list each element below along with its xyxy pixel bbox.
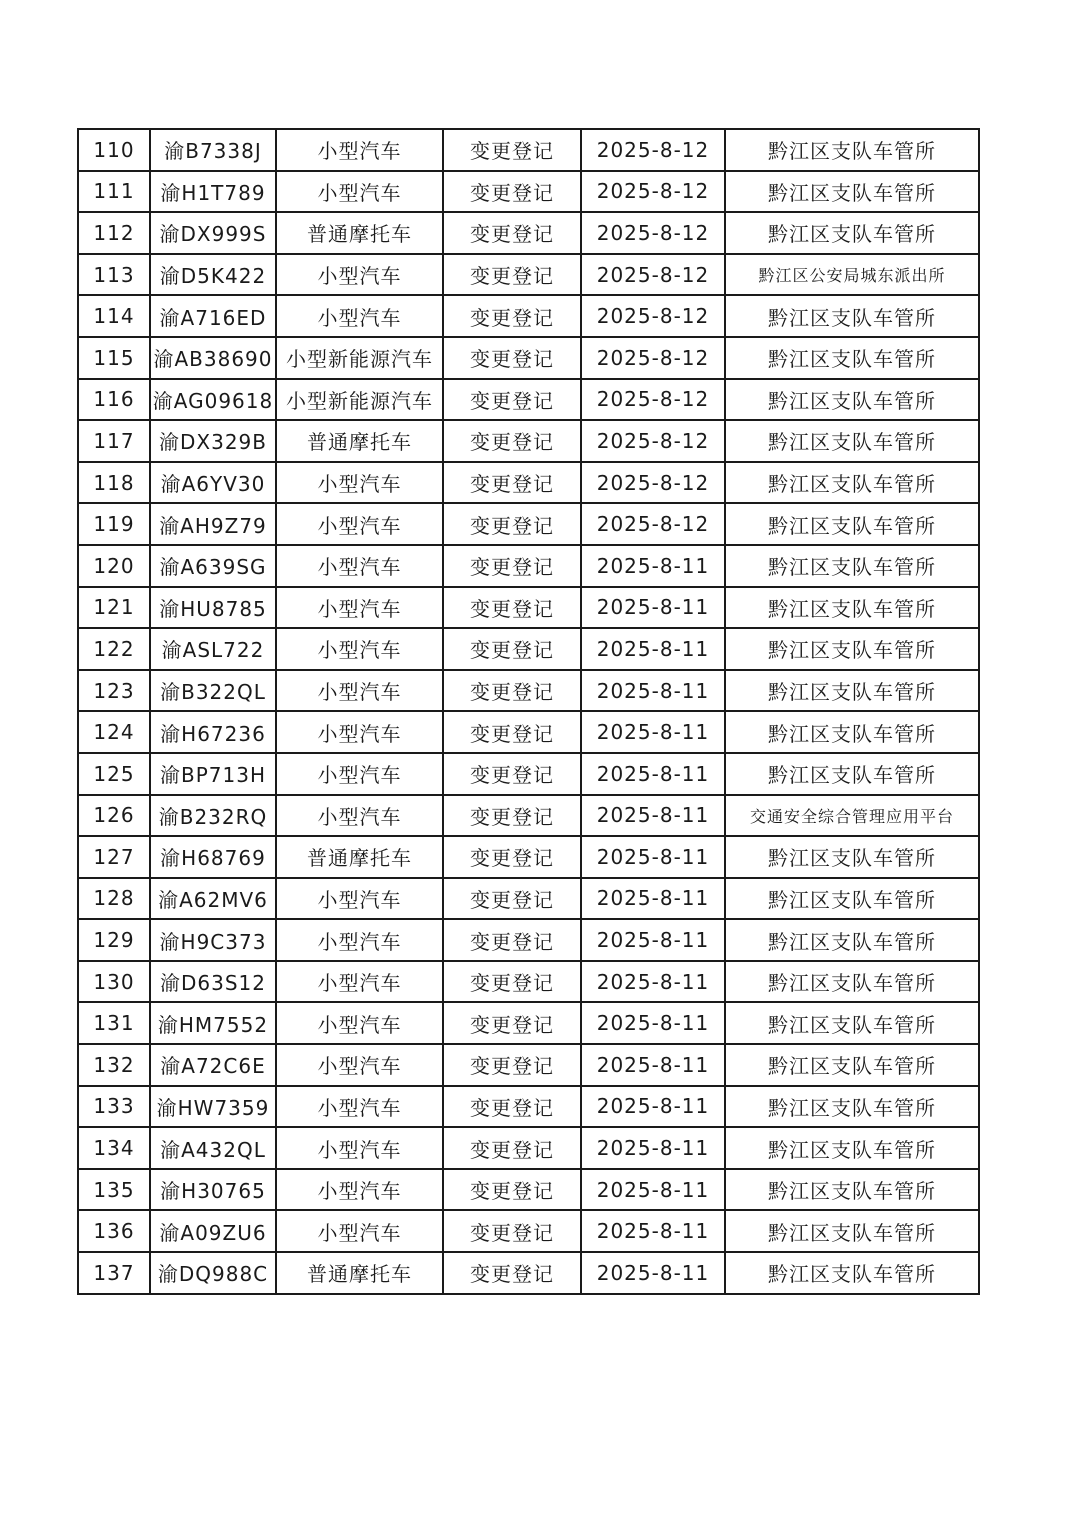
office-cell: 黔江区支队车管所 <box>725 836 979 878</box>
date-cell: 2025-8-11 <box>581 753 725 795</box>
date-cell: 2025-8-11 <box>581 878 725 920</box>
plate-number-cell: 渝DX329B <box>150 420 276 462</box>
business-type-cell: 变更登记 <box>443 1169 581 1211</box>
row-number-cell: 112 <box>78 212 150 254</box>
office-cell: 黔江区支队车管所 <box>725 1044 979 1086</box>
row-number-cell: 126 <box>78 795 150 837</box>
table-row <box>78 1044 979 1086</box>
vehicle-type-cell: 小型汽车 <box>276 254 443 296</box>
office-cell: 黔江区支队车管所 <box>725 1210 979 1252</box>
plate-number-cell: 渝HW7359 <box>150 1086 276 1128</box>
plate-number-cell: 渝HM7552 <box>150 1002 276 1044</box>
row-number-cell: 137 <box>78 1252 150 1294</box>
table-row <box>78 878 979 920</box>
date-cell: 2025-8-11 <box>581 1086 725 1128</box>
office-cell: 黔江区支队车管所 <box>725 587 979 629</box>
business-type-cell: 变更登记 <box>443 1086 581 1128</box>
business-type-cell: 变更登记 <box>443 1002 581 1044</box>
date-cell: 2025-8-11 <box>581 670 725 712</box>
vehicle-type-cell: 小型汽车 <box>276 1044 443 1086</box>
plate-number-cell: 渝ASL722 <box>150 628 276 670</box>
date-cell: 2025-8-11 <box>581 1169 725 1211</box>
row-number-cell: 119 <box>78 503 150 545</box>
vehicle-type-cell: 小型新能源汽车 <box>276 379 443 421</box>
office-cell: 黔江区支队车管所 <box>725 1252 979 1294</box>
vehicle-type-cell: 小型汽车 <box>276 545 443 587</box>
business-type-cell: 变更登记 <box>443 212 581 254</box>
date-cell: 2025-8-11 <box>581 587 725 629</box>
date-cell: 2025-8-12 <box>581 212 725 254</box>
business-type-cell: 变更登记 <box>443 420 581 462</box>
office-cell: 黔江区支队车管所 <box>725 295 979 337</box>
row-number-cell: 129 <box>78 919 150 961</box>
vehicle-type-cell: 小型汽车 <box>276 1086 443 1128</box>
vehicle-type-cell: 普通摩托车 <box>276 420 443 462</box>
date-cell: 2025-8-12 <box>581 379 725 421</box>
business-type-cell: 变更登记 <box>443 587 581 629</box>
plate-number-cell: 渝D63S12 <box>150 961 276 1003</box>
vehicle-type-cell: 小型汽车 <box>276 1002 443 1044</box>
office-cell: 黔江区支队车管所 <box>725 628 979 670</box>
plate-number-cell: 渝H67236 <box>150 711 276 753</box>
vehicle-type-cell: 小型汽车 <box>276 129 443 171</box>
row-number-cell: 121 <box>78 587 150 629</box>
row-number-cell: 127 <box>78 836 150 878</box>
office-cell: 黔江区支队车管所 <box>725 212 979 254</box>
office-cell: 黔江区公安局城东派出所 <box>725 254 979 296</box>
office-cell: 黔江区支队车管所 <box>725 503 979 545</box>
plate-number-cell: 渝H1T789 <box>150 171 276 213</box>
row-number-cell: 111 <box>78 171 150 213</box>
office-cell: 黔江区支队车管所 <box>725 1127 979 1169</box>
vehicle-type-cell: 小型汽车 <box>276 503 443 545</box>
table-row <box>78 295 979 337</box>
business-type-cell: 变更登记 <box>443 503 581 545</box>
business-type-cell: 变更登记 <box>443 795 581 837</box>
business-type-cell: 变更登记 <box>443 1044 581 1086</box>
business-type-cell: 变更登记 <box>443 670 581 712</box>
date-cell: 2025-8-11 <box>581 836 725 878</box>
office-cell: 黔江区支队车管所 <box>725 711 979 753</box>
business-type-cell: 变更登记 <box>443 545 581 587</box>
table-row <box>78 1169 979 1211</box>
business-type-cell: 变更登记 <box>443 878 581 920</box>
vehicle-type-cell: 小型新能源汽车 <box>276 337 443 379</box>
date-cell: 2025-8-12 <box>581 420 725 462</box>
plate-number-cell: 渝DQ988C <box>150 1252 276 1294</box>
office-cell: 黔江区支队车管所 <box>725 878 979 920</box>
plate-number-cell: 渝BP713H <box>150 753 276 795</box>
table-row <box>78 379 979 421</box>
row-number-cell: 113 <box>78 254 150 296</box>
office-cell: 黔江区支队车管所 <box>725 171 979 213</box>
date-cell: 2025-8-11 <box>581 1002 725 1044</box>
row-number-cell: 123 <box>78 670 150 712</box>
table-row <box>78 628 979 670</box>
vehicle-type-cell: 小型汽车 <box>276 587 443 629</box>
table-row <box>78 587 979 629</box>
office-cell: 黔江区支队车管所 <box>725 919 979 961</box>
table-row <box>78 129 979 171</box>
row-number-cell: 115 <box>78 337 150 379</box>
business-type-cell: 变更登记 <box>443 836 581 878</box>
table-row <box>78 171 979 213</box>
office-cell: 黔江区支队车管所 <box>725 753 979 795</box>
table-row <box>78 1252 979 1294</box>
row-number-cell: 118 <box>78 462 150 504</box>
row-number-cell: 133 <box>78 1086 150 1128</box>
office-cell: 黔江区支队车管所 <box>725 337 979 379</box>
table-row <box>78 1002 979 1044</box>
plate-number-cell: 渝A09ZU6 <box>150 1210 276 1252</box>
plate-number-cell: 渝DX999S <box>150 212 276 254</box>
plate-number-cell: 渝B322QL <box>150 670 276 712</box>
office-cell: 交通安全综合管理应用平台 <box>725 795 979 837</box>
row-number-cell: 114 <box>78 295 150 337</box>
office-cell: 黔江区支队车管所 <box>725 961 979 1003</box>
office-cell: 黔江区支队车管所 <box>725 1002 979 1044</box>
business-type-cell: 变更登记 <box>443 1210 581 1252</box>
vehicle-type-cell: 小型汽车 <box>276 961 443 1003</box>
table-row <box>78 337 979 379</box>
table-row <box>78 503 979 545</box>
row-number-cell: 124 <box>78 711 150 753</box>
office-cell: 黔江区支队车管所 <box>725 1169 979 1211</box>
date-cell: 2025-8-11 <box>581 795 725 837</box>
vehicle-type-cell: 小型汽车 <box>276 1127 443 1169</box>
business-type-cell: 变更登记 <box>443 129 581 171</box>
plate-number-cell: 渝A639SG <box>150 545 276 587</box>
business-type-cell: 变更登记 <box>443 961 581 1003</box>
plate-number-cell: 渝H68769 <box>150 836 276 878</box>
table-row <box>78 961 979 1003</box>
business-type-cell: 变更登记 <box>443 919 581 961</box>
vehicle-type-cell: 小型汽车 <box>276 753 443 795</box>
row-number-cell: 120 <box>78 545 150 587</box>
office-cell: 黔江区支队车管所 <box>725 545 979 587</box>
table-row <box>78 795 979 837</box>
row-number-cell: 116 <box>78 379 150 421</box>
row-number-cell: 135 <box>78 1169 150 1211</box>
business-type-cell: 变更登记 <box>443 1127 581 1169</box>
business-type-cell: 变更登记 <box>443 254 581 296</box>
office-cell: 黔江区支队车管所 <box>725 129 979 171</box>
plate-number-cell: 渝H9C373 <box>150 919 276 961</box>
date-cell: 2025-8-12 <box>581 254 725 296</box>
plate-number-cell: 渝HU8785 <box>150 587 276 629</box>
date-cell: 2025-8-12 <box>581 295 725 337</box>
table-row <box>78 1210 979 1252</box>
plate-number-cell: 渝AG09618 <box>150 379 276 421</box>
vehicle-type-cell: 小型汽车 <box>276 628 443 670</box>
plate-number-cell: 渝A6YV30 <box>150 462 276 504</box>
date-cell: 2025-8-12 <box>581 171 725 213</box>
office-cell: 黔江区支队车管所 <box>725 420 979 462</box>
vehicle-type-cell: 小型汽车 <box>276 295 443 337</box>
vehicle-type-cell: 小型汽车 <box>276 670 443 712</box>
table-body <box>78 129 979 1294</box>
business-type-cell: 变更登记 <box>443 1252 581 1294</box>
plate-number-cell: 渝A72C6E <box>150 1044 276 1086</box>
plate-number-cell: 渝B7338J <box>150 129 276 171</box>
business-type-cell: 变更登记 <box>443 171 581 213</box>
date-cell: 2025-8-11 <box>581 1127 725 1169</box>
table-row <box>78 212 979 254</box>
table-row <box>78 254 979 296</box>
vehicle-type-cell: 小型汽车 <box>276 1210 443 1252</box>
plate-number-cell: 渝AH9Z79 <box>150 503 276 545</box>
business-type-cell: 变更登记 <box>443 753 581 795</box>
plate-number-cell: 渝H30765 <box>150 1169 276 1211</box>
plate-number-cell: 渝A716ED <box>150 295 276 337</box>
vehicle-type-cell: 普通摩托车 <box>276 212 443 254</box>
row-number-cell: 130 <box>78 961 150 1003</box>
business-type-cell: 变更登记 <box>443 711 581 753</box>
date-cell: 2025-8-11 <box>581 628 725 670</box>
plate-number-cell: 渝D5K422 <box>150 254 276 296</box>
table-row <box>78 670 979 712</box>
table-row <box>78 711 979 753</box>
date-cell: 2025-8-11 <box>581 919 725 961</box>
row-number-cell: 122 <box>78 628 150 670</box>
row-number-cell: 134 <box>78 1127 150 1169</box>
date-cell: 2025-8-11 <box>581 961 725 1003</box>
table-row <box>78 545 979 587</box>
date-cell: 2025-8-12 <box>581 462 725 504</box>
row-number-cell: 125 <box>78 753 150 795</box>
table-row <box>78 836 979 878</box>
date-cell: 2025-8-11 <box>581 545 725 587</box>
business-type-cell: 变更登记 <box>443 337 581 379</box>
date-cell: 2025-8-12 <box>581 129 725 171</box>
table-row <box>78 753 979 795</box>
vehicle-registration-table <box>77 128 980 1295</box>
table-row <box>78 1086 979 1128</box>
office-cell: 黔江区支队车管所 <box>725 670 979 712</box>
vehicle-type-cell: 小型汽车 <box>276 878 443 920</box>
office-cell: 黔江区支队车管所 <box>725 462 979 504</box>
row-number-cell: 132 <box>78 1044 150 1086</box>
date-cell: 2025-8-11 <box>581 711 725 753</box>
date-cell: 2025-8-12 <box>581 337 725 379</box>
office-cell: 黔江区支队车管所 <box>725 379 979 421</box>
table-row <box>78 462 979 504</box>
plate-number-cell: 渝A62MV6 <box>150 878 276 920</box>
row-number-cell: 110 <box>78 129 150 171</box>
table-row <box>78 420 979 462</box>
vehicle-type-cell: 小型汽车 <box>276 919 443 961</box>
row-number-cell: 131 <box>78 1002 150 1044</box>
row-number-cell: 117 <box>78 420 150 462</box>
vehicle-type-cell: 小型汽车 <box>276 462 443 504</box>
row-number-cell: 136 <box>78 1210 150 1252</box>
vehicle-type-cell: 小型汽车 <box>276 1169 443 1211</box>
date-cell: 2025-8-12 <box>581 503 725 545</box>
vehicle-type-cell: 小型汽车 <box>276 171 443 213</box>
vehicle-type-cell: 小型汽车 <box>276 795 443 837</box>
business-type-cell: 变更登记 <box>443 379 581 421</box>
row-number-cell: 128 <box>78 878 150 920</box>
business-type-cell: 变更登记 <box>443 295 581 337</box>
business-type-cell: 变更登记 <box>443 462 581 504</box>
plate-number-cell: 渝AB38690 <box>150 337 276 379</box>
table-row <box>78 1127 979 1169</box>
table-row <box>78 919 979 961</box>
plate-number-cell: 渝A432QL <box>150 1127 276 1169</box>
vehicle-type-cell: 普通摩托车 <box>276 836 443 878</box>
vehicle-type-cell: 小型汽车 <box>276 711 443 753</box>
vehicle-type-cell: 普通摩托车 <box>276 1252 443 1294</box>
date-cell: 2025-8-11 <box>581 1210 725 1252</box>
office-cell: 黔江区支队车管所 <box>725 1086 979 1128</box>
date-cell: 2025-8-11 <box>581 1044 725 1086</box>
date-cell: 2025-8-11 <box>581 1252 725 1294</box>
plate-number-cell: 渝B232RQ <box>150 795 276 837</box>
business-type-cell: 变更登记 <box>443 628 581 670</box>
